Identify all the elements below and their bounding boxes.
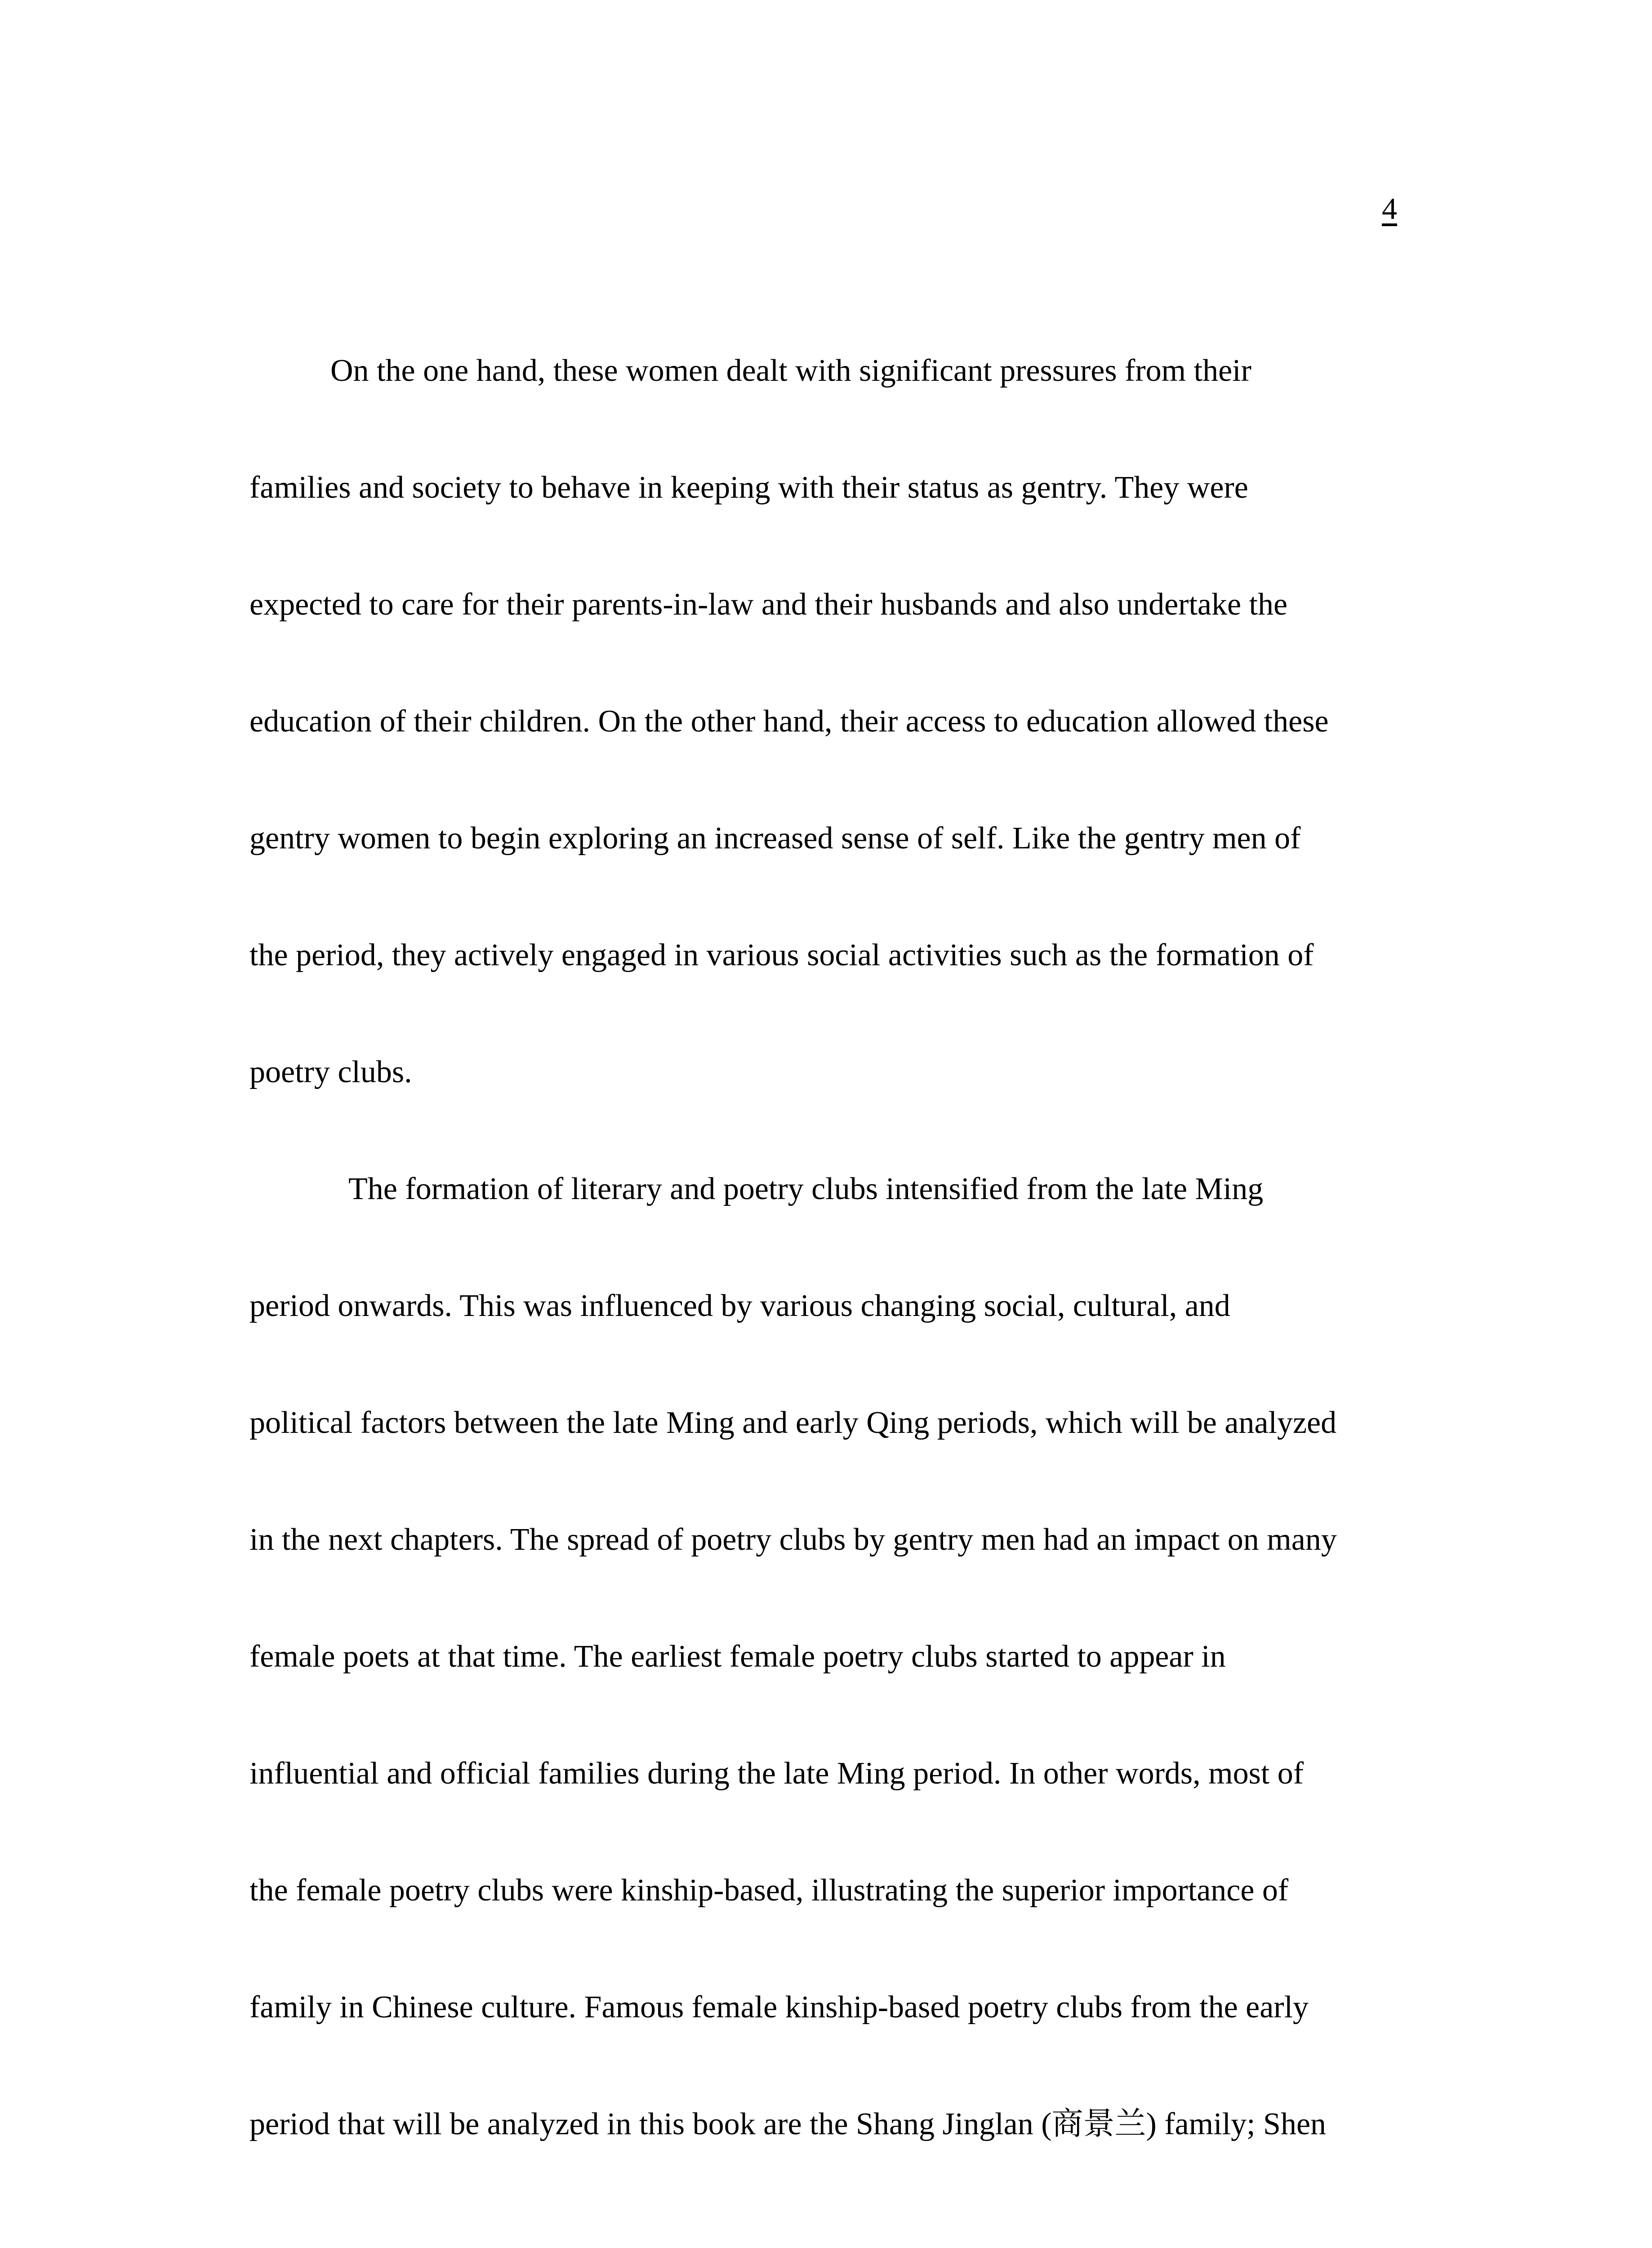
page-number: 4 bbox=[1382, 192, 1397, 226]
paragraph-2-line-1: The formation of literary and poetry clubs intensified from the late Ming bbox=[348, 1172, 1264, 1206]
paragraph-1-line-4: education of their children. On the other hand, their access to education allowed these bbox=[249, 704, 1329, 739]
paragraph-2-line-6: influential and official families during the late Ming period. In other words, most of bbox=[249, 1756, 1304, 1791]
paragraph-2-line-8: family in Chinese culture. Famous female kinship-based poetry clubs from the early bbox=[249, 1990, 1309, 2025]
paragraph-2-line-9: period that will be analyzed in this book are the Shang Jinglan (商景兰) family; Shen bbox=[249, 2107, 1327, 2141]
paragraph-1-line-3: expected to care for their parents-in-law and their husbands and also undertake the bbox=[249, 587, 1288, 622]
paragraph-1-line-6: the period, they actively engaged in various social activities such as the formation of bbox=[249, 938, 1314, 972]
paragraph-1-line-5: gentry women to begin exploring an increased sense of self. Like the gentry men of bbox=[249, 821, 1301, 856]
paragraph-1-line-1: On the one hand, these women dealt with significant pressures from their bbox=[330, 353, 1251, 388]
paragraph-2-line-2: period onwards. This was influenced by various changing social, cultural, and bbox=[249, 1289, 1230, 1323]
paragraph-1-line-2: families and society to behave in keeping with their status as gentry. They were bbox=[249, 470, 1248, 505]
paragraph-2-line-4: in the next chapters. The spread of poetry clubs by gentry men had an impact on many bbox=[249, 1522, 1337, 1557]
body-text bbox=[249, 312, 1405, 2183]
paragraph-2-line-5: female poets at that time. The earliest female poetry clubs started to appear in bbox=[249, 1639, 1226, 1674]
paragraph-1-line-7: poetry clubs. bbox=[249, 1055, 412, 1089]
paragraph-2-line-3: political factors between the late Ming and early Qing periods, which will be analyzed bbox=[249, 1405, 1337, 1440]
paragraph-2-line-7: the female poetry clubs were kinship-based, illustrating the superior importance of bbox=[249, 1873, 1289, 1908]
